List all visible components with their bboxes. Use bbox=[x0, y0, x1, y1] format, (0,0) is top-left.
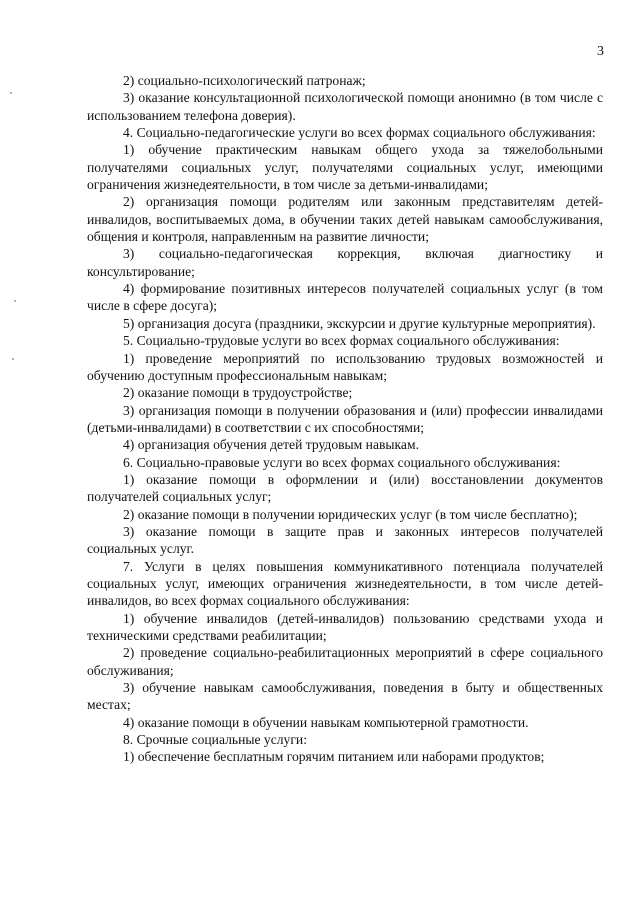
paragraph: 4) организация обучения детей трудовым навыкам. bbox=[123, 437, 419, 453]
paragraph: 5) организация досуга (праздники, экскурсии и другие культурные мероприятия). bbox=[123, 315, 596, 331]
page-number: 3 bbox=[597, 44, 604, 59]
paragraph: 3) оказание помощи в защите прав и законных интересов получателей социальных услуг. bbox=[87, 523, 603, 557]
paragraph: 1) обучение инвалидов (детей-инвалидов) пользованию средствами ухода и техническими средствами реабилитации; bbox=[87, 610, 603, 643]
document-body bbox=[87, 72, 603, 766]
paragraph: 1) проведение мероприятий по использованию трудовых возможностей и обучению доступным профессиональным навыкам; bbox=[87, 350, 603, 383]
section-heading: 7. Услуги в целях повышения коммуникативного потенциала получателей социальных услуг, имеющих ограничения жизнедеятельности, в том числе детей-инвалидов, во всех формах социального обслуживания: bbox=[87, 558, 603, 609]
paragraph: 1) обеспечение бесплатным горячим питанием или наборами продуктов; bbox=[123, 749, 545, 765]
paragraph: 2) оказание помощи в получении юридических услуг (в том числе бесплатно); bbox=[123, 506, 578, 522]
scan-speck bbox=[10, 92, 12, 94]
paragraph: 4) формирование позитивных интересов получателей социальных услуг (в том числе в сфере досуга); bbox=[87, 281, 603, 314]
paragraph: 1) обучение практическим навыкам общего ухода за тяжелобольными получателями социальных услуг, получателями социальных услуг, имеющими ограничения жизнедеятельности, в том числе за детьми-инвалидами; bbox=[87, 142, 603, 193]
section-heading: 8. Срочные социальные услуги: bbox=[123, 732, 307, 748]
section-heading: 4. Социально-педагогические услуги во всех формах социального обслуживания: bbox=[123, 125, 596, 141]
paragraph: 2) проведение социально-реабилитационных мероприятий в сфере социального обслуживания; bbox=[87, 645, 603, 678]
paragraph: 4) оказание помощи в обучении навыкам компьютерной грамотности. bbox=[123, 714, 529, 730]
paragraph: 2) оказание помощи в трудоустройстве; bbox=[123, 385, 353, 401]
scan-speck bbox=[12, 358, 14, 360]
paragraph: 3) социально-педагогическая коррекция, включая диагностику и консультирование; bbox=[87, 246, 603, 279]
paragraph: 2) организация помощи родителям или законным представителям детей-инвалидов, воспитываемых дома, в обучении таких детей навыкам самообслуживания, общения и контроля, направленным на развитие личности; bbox=[87, 194, 603, 245]
paragraph: 3) обучение навыкам самообслуживания, поведения в быту и общественных местах; bbox=[87, 680, 603, 713]
paragraph: 3) организация помощи в получении образования и (или) профессии инвалидами (детьми-инвалидами) в соответствии с их способностями; bbox=[87, 402, 603, 435]
paragraph: 2) социально-психологический патронаж; bbox=[123, 73, 366, 88]
paragraph: 3) оказание консультационной психологической помощи анонимно (в том числе с использованием телефона доверия). bbox=[87, 90, 603, 123]
scan-speck bbox=[14, 300, 16, 302]
paragraph: 1) оказание помощи в оформлении и (или) восстановлении документов получателей социальных услуг; bbox=[87, 471, 603, 505]
section-heading: 6. Социально-правовые услуги во всех формах социального обслуживания: bbox=[123, 454, 561, 470]
section-heading: 5. Социально-трудовые услуги во всех формах социального обслуживания: bbox=[123, 333, 560, 349]
